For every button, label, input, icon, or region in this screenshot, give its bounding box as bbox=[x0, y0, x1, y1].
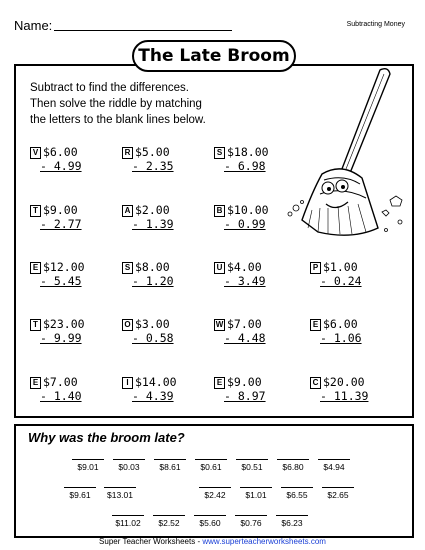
answer-blank[interactable] bbox=[195, 449, 227, 472]
subtrahend: - 3.49 bbox=[224, 274, 266, 288]
footer-prefix: Super Teacher Worksheets - bbox=[99, 537, 203, 546]
letter-box: E bbox=[310, 319, 321, 331]
answer-blank[interactable] bbox=[235, 505, 267, 528]
letter-box: O bbox=[122, 319, 133, 331]
letter-box: A bbox=[122, 205, 133, 217]
letter-box: I bbox=[122, 377, 133, 389]
answer-blank[interactable] bbox=[154, 449, 186, 472]
answer-blank[interactable] bbox=[199, 477, 231, 500]
answer-blank[interactable] bbox=[318, 449, 350, 472]
minuend: $10.00 bbox=[227, 203, 269, 217]
answer-blank[interactable] bbox=[64, 477, 96, 500]
letter-box: W bbox=[215, 319, 224, 329]
instructions bbox=[30, 80, 280, 128]
subtrahend: - 9.99 bbox=[40, 331, 82, 345]
instruction-line: Subtract to find the differences. bbox=[30, 82, 189, 94]
blank-value: $6.23 bbox=[281, 518, 303, 528]
subtrahend: - 5.45 bbox=[40, 274, 82, 288]
letter-box: R bbox=[122, 147, 133, 159]
blank-value: $2.42 bbox=[204, 490, 226, 500]
page-title: The Late Broom bbox=[132, 40, 296, 72]
subtrahend: - 1.20 bbox=[132, 274, 174, 288]
blank-value: $5.60 bbox=[199, 518, 221, 528]
blank-value: $2.52 bbox=[158, 518, 180, 528]
minuend: $3.00 bbox=[135, 317, 170, 331]
blank-value: $0.76 bbox=[240, 518, 262, 528]
subject-label: Subtracting Money bbox=[346, 21, 405, 28]
subtrahend: - 4.99 bbox=[40, 159, 82, 173]
answer-blank[interactable] bbox=[240, 477, 272, 500]
minuend: $14.00 bbox=[135, 375, 177, 389]
answer-blank[interactable] bbox=[277, 449, 309, 472]
answer-blank[interactable] bbox=[322, 477, 354, 500]
blank-value: $4.94 bbox=[323, 462, 345, 472]
minuend: $4.00 bbox=[227, 260, 262, 274]
subtrahend: - 4.39 bbox=[132, 389, 174, 403]
minuend: $12.00 bbox=[43, 260, 85, 274]
blank-value: $8.61 bbox=[159, 462, 181, 472]
subtrahend: - 11.39 bbox=[320, 389, 369, 403]
answer-blank[interactable] bbox=[194, 505, 226, 528]
blank-value: $11.02 bbox=[115, 518, 141, 528]
blank-value: $1.01 bbox=[245, 490, 267, 500]
letter-box: V bbox=[30, 147, 41, 159]
name-label: Name: bbox=[14, 18, 53, 33]
letter-box: S bbox=[122, 262, 133, 274]
subtrahend: - 0.24 bbox=[320, 274, 362, 288]
answer-blank[interactable] bbox=[112, 505, 144, 528]
minuend: $6.00 bbox=[43, 145, 78, 159]
riddle-question: Why was the broom late? bbox=[28, 430, 185, 445]
blank-value: $9.61 bbox=[69, 490, 91, 500]
minuend: $9.00 bbox=[43, 203, 78, 217]
minuend: $20.00 bbox=[323, 375, 365, 389]
letter-box: T bbox=[30, 319, 41, 331]
letter-box: B bbox=[214, 205, 225, 217]
answer-blank[interactable] bbox=[276, 505, 308, 528]
blank-value: $6.80 bbox=[282, 462, 304, 472]
subtrahend: - 0.99 bbox=[224, 217, 266, 231]
subtrahend: - 1.40 bbox=[40, 389, 82, 403]
subtrahend: - 1.06 bbox=[320, 331, 362, 345]
minuend: $18.00 bbox=[227, 145, 269, 159]
minuend: $6.00 bbox=[323, 317, 358, 331]
minuend: $7.00 bbox=[43, 375, 78, 389]
blank-value: $6.55 bbox=[286, 490, 308, 500]
subtrahend: - 2.77 bbox=[40, 217, 82, 231]
footer-link[interactable]: www.superteacherworksheets.com bbox=[202, 537, 326, 546]
blank-value: $2.65 bbox=[327, 490, 349, 500]
letter-box: U bbox=[214, 262, 225, 274]
answer-blank[interactable] bbox=[113, 449, 145, 472]
answer-blank[interactable] bbox=[104, 477, 136, 500]
answer-blank[interactable] bbox=[236, 449, 268, 472]
letter-box: E bbox=[30, 377, 41, 389]
blank-value: $9.01 bbox=[77, 462, 99, 472]
instruction-line: Then solve the riddle by matching bbox=[30, 98, 202, 110]
minuend: $5.00 bbox=[135, 145, 170, 159]
blank-value: $13.01 bbox=[107, 490, 133, 500]
blank-value: $0.61 bbox=[200, 462, 222, 472]
letter-box: C bbox=[310, 377, 321, 389]
subtrahend: - 0.58 bbox=[132, 331, 174, 345]
answer-blank[interactable] bbox=[281, 477, 313, 500]
letter-box: P bbox=[310, 262, 321, 274]
subtrahend: - 8.97 bbox=[224, 389, 266, 403]
subtrahend: - 6.98 bbox=[224, 159, 266, 173]
minuend: $8.00 bbox=[135, 260, 170, 274]
minuend: $7.00 bbox=[227, 317, 262, 331]
name-line[interactable] bbox=[54, 30, 232, 31]
blank-value: $0.51 bbox=[241, 462, 263, 472]
minuend: $23.00 bbox=[43, 317, 85, 331]
subtrahend: - 2.35 bbox=[132, 159, 174, 173]
letter-box: E bbox=[214, 377, 225, 389]
instruction-line: the letters to the blank lines below. bbox=[30, 114, 206, 126]
letter-box: E bbox=[30, 262, 41, 274]
subtrahend: - 4.48 bbox=[224, 331, 266, 345]
answer-blank[interactable] bbox=[72, 449, 104, 472]
minuend: $1.00 bbox=[323, 260, 358, 274]
answer-blank[interactable] bbox=[153, 505, 185, 528]
subtrahend: - 1.39 bbox=[132, 217, 174, 231]
minuend: $2.00 bbox=[135, 203, 170, 217]
minuend: $9.00 bbox=[227, 375, 262, 389]
broom-illustration bbox=[282, 62, 412, 252]
letter-box: T bbox=[30, 205, 41, 217]
blank-value: $0.03 bbox=[118, 462, 140, 472]
letter-box: S bbox=[214, 147, 225, 159]
footer bbox=[0, 537, 425, 546]
